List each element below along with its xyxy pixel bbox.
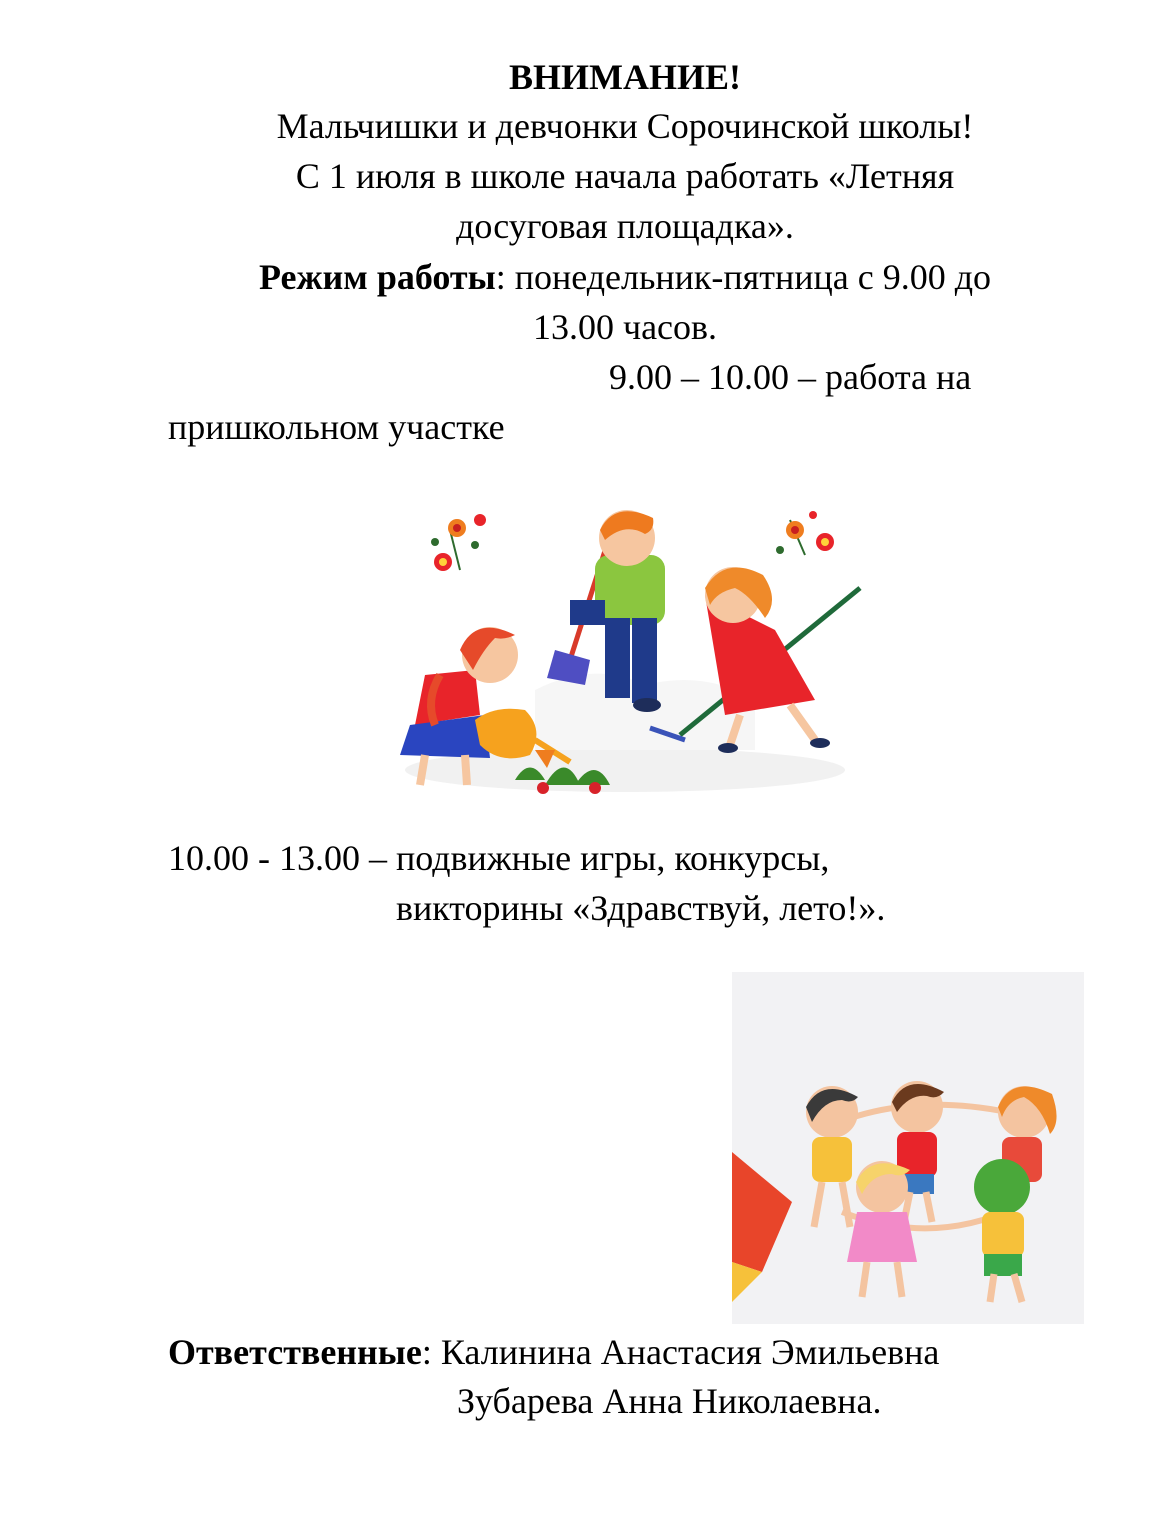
child-5-icon [974, 1159, 1030, 1302]
work-mode-cont: 13.00 часов. [532, 307, 718, 347]
responsible-name-2: Зубарева Анна Николаевна. [457, 1381, 882, 1421]
responsible-name-1: : Калинина Анастасия Эмильевна [421, 1332, 940, 1372]
slot-1-line-b: пришкольном участке [168, 407, 505, 447]
responsible-line [168, 1330, 939, 1374]
round-dance-illustration [732, 972, 1084, 1324]
notice-line-1: Мальчишки и девчонки Сорочинской школы! [276, 106, 974, 146]
notice-title: ВНИМАНИЕ! [509, 57, 741, 97]
flower-left-icon [431, 514, 486, 571]
slot-1-line-a: 9.00 – 10.00 – работа на [609, 357, 972, 397]
slot-2-line-b: викторины «Здравствуй, лето!». [396, 888, 886, 928]
notice-line-3: досуговая площадка». [456, 206, 794, 246]
child-4-icon [847, 1161, 917, 1297]
garden-illustration [395, 500, 865, 795]
notice-line-2: С 1 июля в школе начала работать «Летняя [295, 156, 955, 196]
flower-right-icon [776, 511, 834, 555]
work-mode-line [0, 255, 1170, 299]
work-mode-text: : понедельник-пятница с 9.00 до [495, 257, 992, 297]
slot-2-line-a: 10.00 - 13.00 – подвижные игры, конкурсы, [168, 838, 830, 878]
child-1-icon [806, 1086, 858, 1227]
work-mode-label: Режим работы [258, 257, 496, 297]
responsible-label: Ответственные [168, 1332, 422, 1372]
